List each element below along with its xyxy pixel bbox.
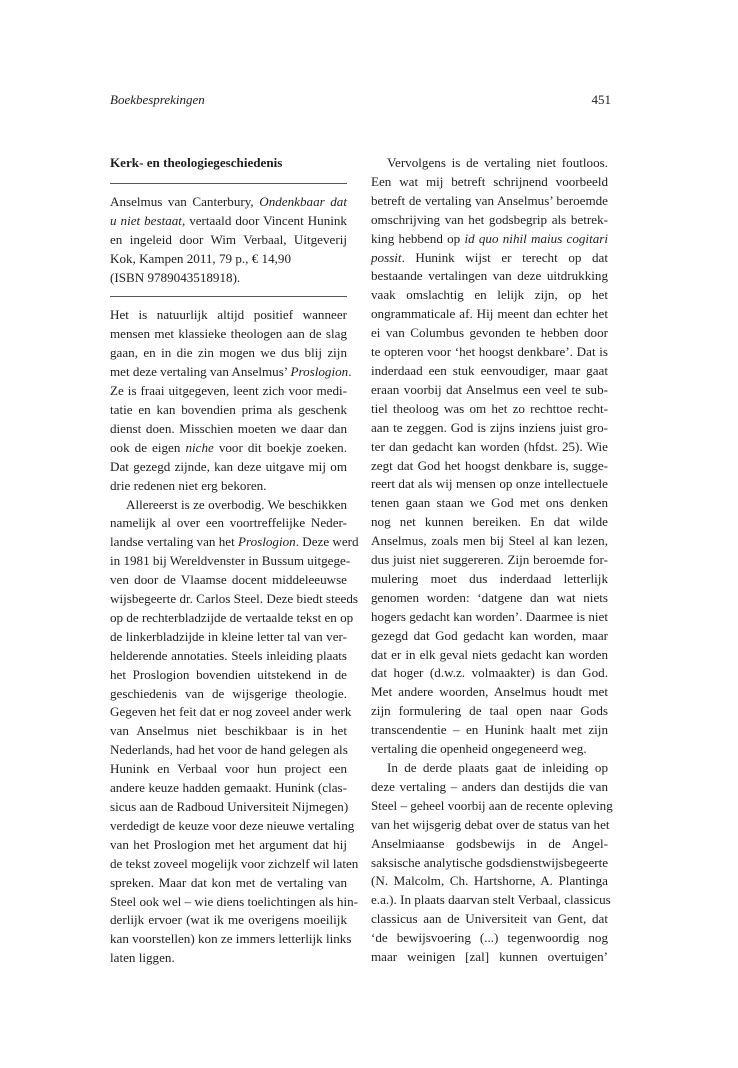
running-title: Boekbesprekingen bbox=[110, 92, 205, 107]
biblio-line: (ISBN 9789043518918). bbox=[110, 269, 241, 285]
right-column bbox=[371, 154, 613, 967]
biblio-line: u niet bestaat, vertaald door Vincent Hunink bbox=[110, 212, 347, 228]
paragraph: Allereerst is ze overbodig. We beschikken namelijk al over een voortreffelijke Neder- landse vertaling van het Proslogion. Deze werd in 1981 bij Wereldvenster in Bussum uitgege- ven door de Vlaamse docent middeleeuwse wijsbegeerte dr. Carlos Steel. Deze biedt steeds op de rechterbladzijde de vertaalde tekst en op de linkerbladzijde in kleine letter tal van ver- helderende annotaties. Steels inleiding plaats het Proslogion bovendien uitstekend in de geschiedenis van de wijsgerige theologie. Gegeven het feit dat er nog zoveel ander werk van Anselmus niet beschikbaar is in het Nederlands, had het voor de hand gelegen als Hunink en Verbaal voor hun project een andere keuze hadden gemaakt. Hunink (clas- sicus aan de Radboud Universiteit Nijmegen) verdedigt de keuze voor deze nieuwe vertaling van het Proslogion met het argument dat hij de tekst zoveel mogelijk voor zichzelf wil laten spreken. Maar dat kon met de vertaling van Steel ook wel – wie diens toelichtingen als hin- derlijk ervoer (wat ik me overigens moeilijk kan voorstellen) kon ze immers letterlijk links laten liggen. bbox=[110, 496, 359, 966]
paragraph: Het is natuurlijk altijd positief wanneer mensen met klassieke theologen aan de slag gaan, en in die zin mogen we dus blij zijn met deze vertaling van Anselmus’ Proslogion. Ze is fraai uitgegeven, leent zich voor medi- tatie en kan bovendien prima als geschenk dienst doen. Misschien moeten we daar dan ook de eigen niche voor dit boekje zoeken. Dat gezegd zijnde, kan deze uitgave mij om drie redenen niet erg bekoren. bbox=[110, 307, 352, 493]
biblio-line: Anselmus van Canterbury, Ondenkbaar dat bbox=[110, 193, 347, 209]
page-number: 451 bbox=[591, 92, 611, 107]
biblio-line: Kok, Kampen 2011, 79 p., € 14,90 bbox=[110, 250, 291, 266]
left-column bbox=[110, 154, 359, 968]
section-title: Kerk- en theologiegeschiedenis bbox=[110, 155, 283, 170]
paragraph: In de derde plaats gaat de inleiding op deze vertaling – anders dan destijds die van Steel – geheel voorbij aan de recente opleving van het wijsgerig debat over de status van het Anselmiaanse godsbewijs in de Angel- saksische analytische godsdienstwijsbegeerte (N. Malcolm, Ch. Hartshorne, A. Plantinga e.a.). In plaats daarvan stelt Verbaal, classicus classicus aan de Universiteit van Gent, dat ‘de bewijsvoering (...) tegenwoordig nog maar weinigen [zal] kunnen overtuigen’ bbox=[371, 760, 613, 965]
paragraph: Vervolgens is de vertaling niet foutloos. Een wat mij betreft schrijnend voorbeeld betreft de vertaling van Anselmus’ beroemde omschrijving van het godsbegrip als betrek- king hebbend op id quo nihil maius cogitari possit. Hunink wijst er terecht op dat bestaande vertalingen van deze uitdrukking vaak omslachtig en lelijk zijn, op het ongrammaticale af. Hij meent dan echter het ei van Columbus gevonden te hebben door te opteren voor ‘het hoogst denkbare’. Dat is inderdaad een stuk eenvoudiger, maar gaat eraan voorbij dat Anselmus een veel te sub- tiel theoloog was om het zo rechttoe recht- aan te zeggen. God is zijns inziens juist gro- ter dan gedacht kan worden (hfdst. 25). Wie zegt dat God het hoogst denkbare is, sugge- reert dat als wij mensen op onze intellectuele tenen gaan staan we God met ons denken nog net kunnen bereiken. En dat wilde Anselmus, zoals men bij Steel al kan lezen, dus juist niet suggereren. Zijn beroemde for- mulering moet dus inderdaad letterlijk genomen worden: ‘datgene dan wat niets hogers gedacht kan worden’. Daarmee is niet gezegd dat God gedacht kan worden, maar dat er in elk geval niets gedacht kan worden dat hoger (d.w.z. volmaakter) is dan God. Met andere woorden, Anselmus houdt met zijn formulering de taal open naar Gods transcendentie – en Hunink haalt met zijn vertaling die openheid ongegeneerd weg. bbox=[371, 155, 608, 757]
bibliographic-entry bbox=[110, 183, 347, 298]
biblio-line: en ingeleid door Wim Verbaal, Uitgeverij bbox=[110, 231, 347, 247]
